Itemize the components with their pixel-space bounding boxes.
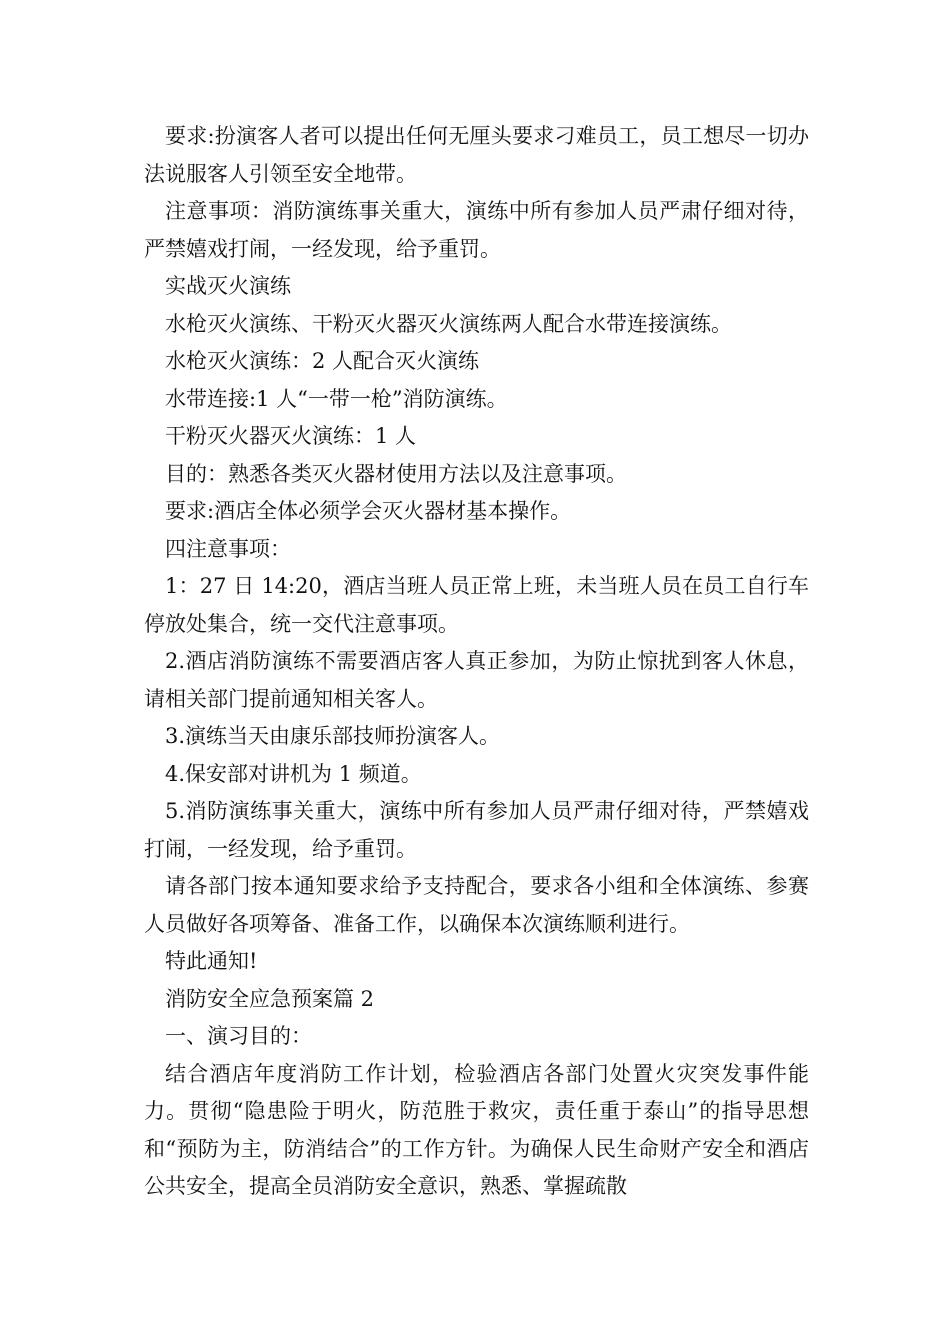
paragraph-notice-drill: 注意事项：消防演练事关重大，演练中所有参加人员严肃仔细对待，严禁嬉戏打闹，一经发现，给予重罚。 — [144, 199, 809, 261]
paragraph-departments-support: 请各部门按本通知要求给予支持配合，要求各小组和全体演练、参赛人员做好各项筹备、准备工作，以确保本次演练顺利进行。 — [144, 874, 809, 936]
paragraph-notice-1: 1：27 日 14:20，酒店当班人员正常上班，未当班人员在员工自行车停放处集合，统一交代注意事项。 — [144, 574, 809, 636]
heading-plan-2: 消防安全应急预案篇 2 — [165, 986, 375, 1011]
heading-drill-purpose: 一、演习目的： — [165, 1024, 312, 1048]
paragraph-requirement-role-play: 要求:扮演客人者可以提出任何无厘头要求刁难员工，员工想尽一切办法说服客人引领至安全地带。 — [144, 124, 809, 186]
paragraph-drill-purpose-body: 结合酒店年度消防工作计划，检验酒店各部门处置火灾突发事件能力。贯彻“隐患险于明火，防范胜于救灾，责任重于泰山”的指导思想和“预防为主，防消结合”的工作方针。为确保人民生命财产安全和酒店公共安全，提高全员消防安全意识，熟悉、掌握疏散 — [144, 1061, 809, 1198]
paragraph-notice-4: 4.保安部对讲机为 1 频道。 — [165, 761, 422, 786]
paragraph-notice-5: 5.消防演练事关重大，演练中所有参加人员严肃仔细对待，严禁嬉戏打闹，一经发现，给予重罚。 — [144, 799, 809, 861]
heading-four-notices: 四注意事项： — [165, 536, 291, 561]
document-body — [144, 118, 809, 1206]
paragraph-hose-connection: 水带连接:1 人“一带一枪”消防演练。 — [165, 386, 508, 411]
paragraph-hereby-notice: 特此通知! — [165, 949, 258, 973]
paragraph-notice-3: 3.演练当天由康乐部技师扮演客人。 — [165, 724, 501, 748]
paragraph-drill-overview: 水枪灭火演练、干粉灭火器灭火演练两人配合水带连接演练。 — [165, 311, 732, 336]
paragraph-purpose: 目的：熟悉各类灭火器材使用方法以及注意事项。 — [165, 461, 627, 486]
paragraph-dry-powder-drill: 干粉灭火器灭火演练：1 人 — [165, 424, 417, 448]
paragraph-requirement-operation: 要求:酒店全体必须学会灭火器材基本操作。 — [165, 499, 572, 523]
heading-fire-drill: 实战灭火演练 — [165, 274, 291, 298]
paragraph-notice-2: 2.酒店消防演练不需要酒店客人真正参加，为防止惊扰到客人休息，请相关部门提前通知相关客人。 — [144, 649, 809, 711]
paragraph-water-gun-drill: 水枪灭火演练：2 人配合灭火演练 — [165, 349, 480, 373]
